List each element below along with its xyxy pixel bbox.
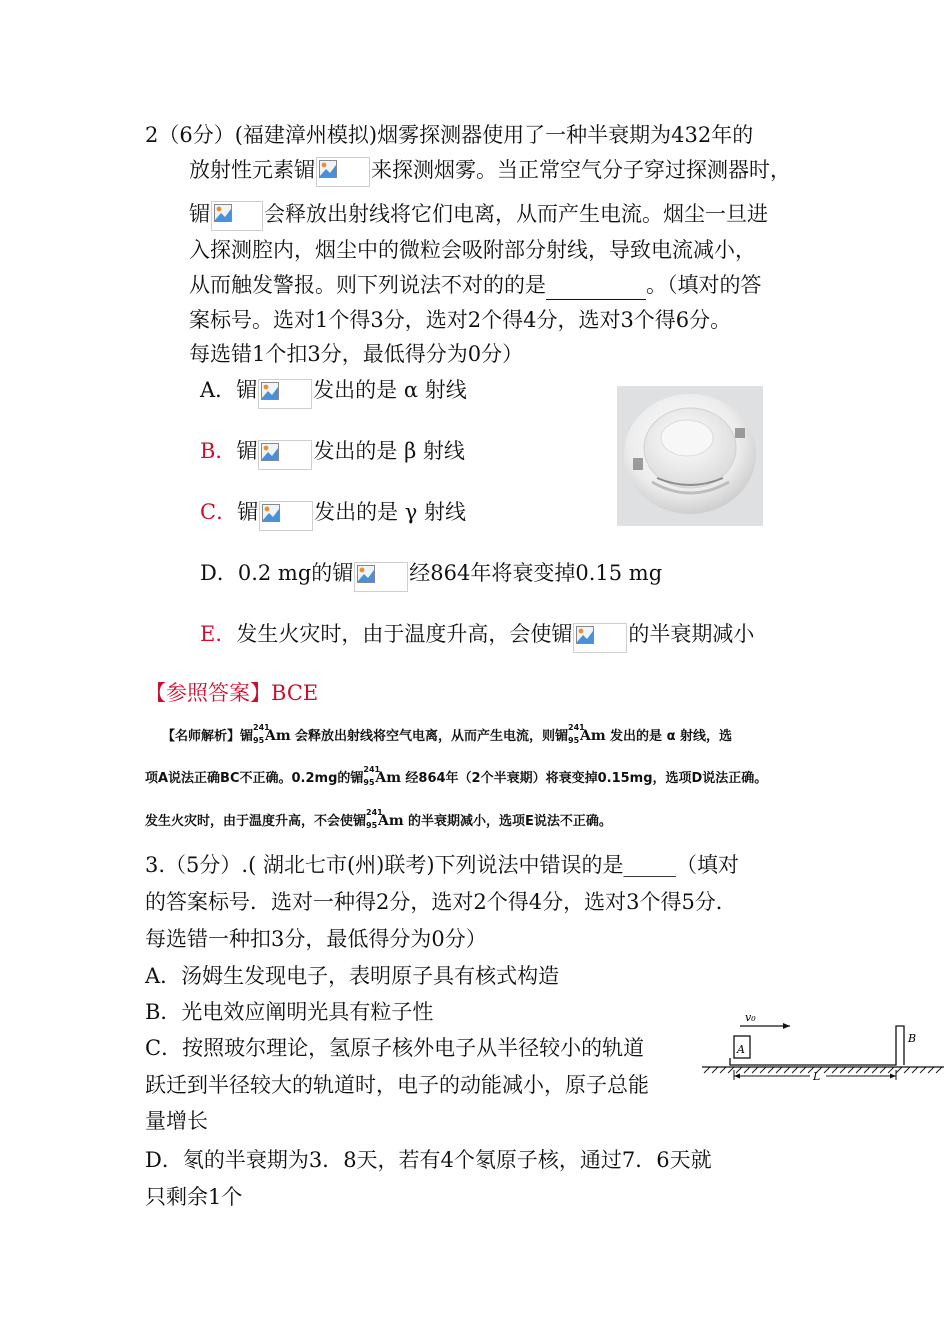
q3-option-d-line-1: D．氡的半衰期为3．8天，若有4个氡原子核，通过7．6天就 bbox=[145, 1148, 712, 1172]
q3-line-3: 每选错一种扣3分，最低得分为0分） bbox=[145, 927, 487, 951]
option-label: E． bbox=[200, 622, 237, 646]
explanation-text: 发出的是 α 射线，选 bbox=[610, 729, 733, 744]
explanation-text: 镅 bbox=[240, 729, 254, 744]
explanation-text: 发生火灾时，由于温度升高，不会使镅 bbox=[145, 814, 367, 829]
q2-option-a bbox=[200, 376, 467, 409]
option-label: A． bbox=[200, 378, 237, 402]
option-label: D． bbox=[200, 561, 238, 585]
block-track-diagram bbox=[700, 1008, 946, 1088]
q2-option-b bbox=[200, 437, 465, 470]
explanation-line-3 bbox=[145, 807, 612, 832]
reference-answer bbox=[145, 679, 318, 707]
q3-option-a: A．汤姆生发现电子，表明原子具有核式构造 bbox=[145, 964, 560, 988]
block-a-label: A bbox=[737, 1043, 745, 1056]
option-text: 发出的是 β 射线 bbox=[313, 439, 465, 463]
q2-line-5 bbox=[189, 271, 762, 300]
option-label: B． bbox=[200, 439, 237, 463]
nuclide-element: Am bbox=[378, 812, 404, 829]
q2-text: 放射性元素镅 bbox=[189, 158, 315, 182]
q2-line-2 bbox=[189, 156, 791, 187]
q3-line-2: 的答案标号．选对一种得2分，选对2个得4分，选对3个得5分． bbox=[145, 890, 737, 914]
explanation-text: 经864年（2个半衰期）将衰变掉0.15mg，选项D说法正确。 bbox=[405, 771, 768, 786]
q2-option-c bbox=[200, 498, 466, 531]
broken-image-icon bbox=[259, 501, 313, 531]
option-text: 发出的是 γ 射线 bbox=[314, 500, 466, 524]
nuclide-atomic: 95 bbox=[568, 735, 580, 745]
broken-image-icon bbox=[211, 201, 263, 231]
explanation-line-2 bbox=[145, 764, 768, 789]
length-label: L bbox=[813, 1070, 821, 1083]
explanation-text: 会释放出射线将空气电离，从而产生电流，则镅 bbox=[295, 729, 569, 744]
q2-text: 。（填对的答 bbox=[646, 273, 762, 297]
q3-option-c-line-2: 跃迁到半径较大的轨道时，电子的动能减小，原子总能 bbox=[145, 1073, 649, 1097]
nuclide-mass: 241 bbox=[366, 807, 383, 817]
nuclide-mass: 241 bbox=[568, 722, 585, 732]
option-text: 发出的是 α 射线 bbox=[313, 378, 467, 402]
answer-label: 【参照答案】 bbox=[145, 681, 271, 705]
broken-image-icon bbox=[354, 562, 408, 592]
ground-hatch bbox=[704, 1067, 942, 1073]
nuclide-element: Am bbox=[375, 769, 402, 786]
nuclide-symbol bbox=[568, 722, 610, 747]
explanation-tag: 【名师解析】 bbox=[162, 729, 241, 744]
wall-b-label: B bbox=[908, 1032, 917, 1045]
q2-text: 从而触发警报。则下列说法不对的的是 bbox=[189, 273, 546, 297]
q3-option-d-line-2: 只剩余1个 bbox=[145, 1185, 243, 1209]
option-text: 镅 bbox=[236, 439, 258, 463]
answer-blank bbox=[546, 271, 646, 300]
option-text: 经864年将衰变掉0.15 mg bbox=[409, 561, 663, 585]
explanation-text: 的半衰期减小，选项E说法不正确。 bbox=[408, 814, 612, 829]
arrow-head-icon bbox=[783, 1023, 790, 1029]
track bbox=[730, 1026, 904, 1065]
q2-text: 镅 bbox=[189, 202, 210, 226]
nuclide-mass: 241 bbox=[253, 722, 270, 732]
q2-text: 会释放出射线将它们电离，从而产生电流。烟尘一旦进 bbox=[264, 202, 768, 226]
smoke-detector-image bbox=[617, 386, 763, 526]
velocity-label: v₀ bbox=[745, 1011, 756, 1024]
q3-option-b: B．光电效应阐明光具有粒子性 bbox=[145, 1000, 434, 1024]
q2-line-7: 每选错1个扣3分，最低得分为0分） bbox=[189, 342, 524, 366]
answer-value: BCE bbox=[271, 681, 319, 705]
option-text: 0.2 mg的镅 bbox=[237, 561, 354, 585]
q2-option-d bbox=[200, 559, 662, 592]
q2-text: 来探测烟雾。当正常空气分子穿过探测器时， bbox=[371, 158, 791, 182]
nuclide-mass: 241 bbox=[363, 764, 381, 774]
explanation-text: 项A说法正确BC不正确。0.2mg的镅 bbox=[145, 771, 364, 786]
nuclide-symbol bbox=[363, 764, 405, 789]
nuclide-symbol bbox=[253, 722, 295, 747]
broken-image-icon bbox=[316, 157, 370, 187]
broken-image-icon bbox=[573, 623, 627, 653]
nuclide-element: Am bbox=[580, 727, 606, 744]
q3-option-c-line-1: C．按照玻尔理论，氢原子核外电子从半径较小的轨道 bbox=[145, 1036, 645, 1060]
q2-line-6: 案标号。选对1个得3分，选对2个得4分，选对3个得6分。 bbox=[189, 308, 732, 332]
nuclide-symbol bbox=[366, 807, 408, 832]
q2-line-1: 2（6分）(福建漳州模拟)烟雾探测器使用了一种半衰期为432年的 bbox=[145, 123, 754, 147]
nuclide-atomic: 95 bbox=[363, 777, 375, 787]
nuclide-atomic: 95 bbox=[366, 820, 378, 830]
q3-line-1: 3.（5分）.( 湖北七市(州)联考)下列说法中错误的是_____（填对 bbox=[145, 853, 740, 877]
nuclide-atomic: 95 bbox=[253, 735, 265, 745]
nuclide-element: Am bbox=[265, 727, 291, 744]
explanation-line-1 bbox=[162, 722, 733, 747]
option-text: 的半衰期减小 bbox=[628, 622, 755, 646]
q2-line-4: 入探测腔内，烟尘中的微粒会吸附部分射线，导致电流减小， bbox=[189, 238, 756, 262]
q3-option-c-line-3: 量增长 bbox=[145, 1109, 208, 1133]
option-text: 镅 bbox=[236, 378, 258, 402]
option-text: 发生火灾时，由于温度升高，会使镅 bbox=[236, 622, 573, 646]
broken-image-icon bbox=[258, 379, 312, 409]
option-label: C． bbox=[200, 500, 238, 524]
q2-option-e bbox=[200, 620, 754, 653]
broken-image-icon bbox=[258, 440, 312, 470]
q2-line-3 bbox=[189, 200, 768, 231]
option-text: 镅 bbox=[237, 500, 259, 524]
